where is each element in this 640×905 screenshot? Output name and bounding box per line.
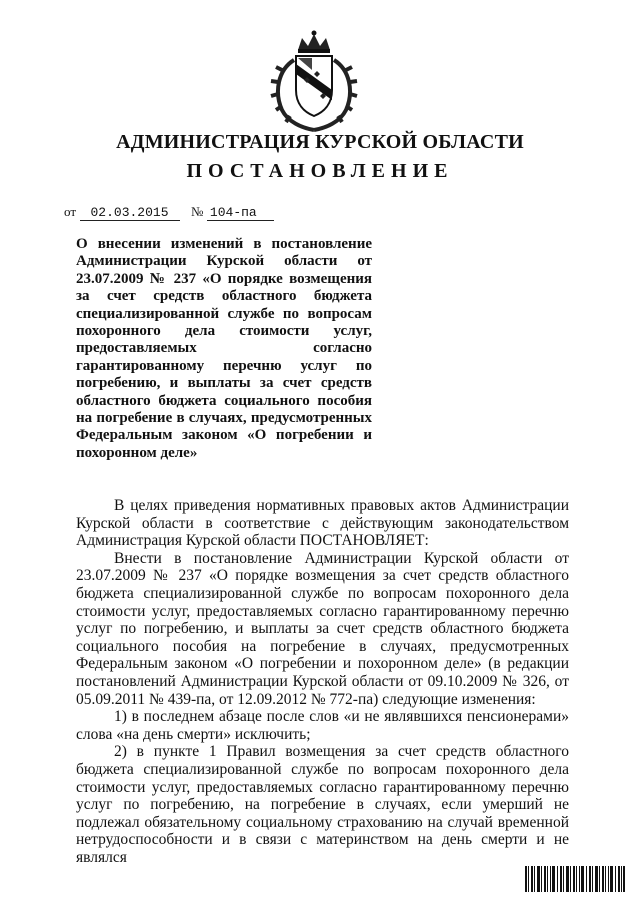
barcode-image [525,866,625,892]
body-paragraph: 2) в пункте 1 Правил возмещения за счет средств областного бюджета специализированной службе по вопросам похоронного дела стоимости услуг, предоставляемых согласно гарантированному перечню услуг по погребению, на погребение в случаях, если умерший не подлежал обязательному социальному страхованию на случай временной нетрудоспособности и в связи с материнством на день смерти и не являлся [76,743,569,866]
number-prefix: № [191,204,204,219]
document-body [76,497,569,866]
document-date-number-line [64,204,274,221]
organization-name: АДМИНИСТРАЦИЯ КУРСКОЙ ОБЛАСТИ [116,131,524,153]
coat-of-arms-emblem [268,30,360,132]
document-type: ПОСТАНОВЛЕНИЕ [186,160,454,182]
date-prefix: от [64,204,77,219]
document-date: 02.03.2015 [80,205,180,221]
document-number: 104-па [207,205,274,221]
body-paragraph: В целях приведения нормативных правовых актов Администрации Курской области в соответствие с действующим законодательством Администрация Курской области ПОСТАНОВЛЯЕТ: [76,497,569,550]
body-paragraph: Внести в постановление Администрации Курской области от 23.07.2009 № 237 «О порядке возмещения за счет средств областного бюджета специализированной службе по вопросам похоронного дела стоимости услуг, предоставляемых согласно гарантированному перечню услуг по погребению, и выплаты за счет средств областного бюджета социального пособия на погребение в случаях, предусмотренных Федеральным законом «О погребении и похоронном деле» (в редакции постановлений Администрации Курской области от 09.10.2009 № 326, от 05.09.2011 № 439-па, от 12.09.2012 № 772-па) следующие изменения: [76,549,569,708]
body-paragraph: 1) в последнем абзаце после слов «и не являвшихся пенсионерами» слова «на день смерти» исключить; [76,708,569,743]
document-subject: О внесении изменений в постановление Администрации Курской области от 23.07.2009 № 237 «О порядке возмещения за счет средств областного бюджета специализированной службе по вопросам похоронного дела стоимости услуг, предоставляемых согласно гарантированному перечню услуг по погребению, и выплаты за счет средств областного бюджета социального пособия на погребение в случаях, предусмотренных Федеральным законом «О погребении и похоронном деле» [76,236,372,461]
